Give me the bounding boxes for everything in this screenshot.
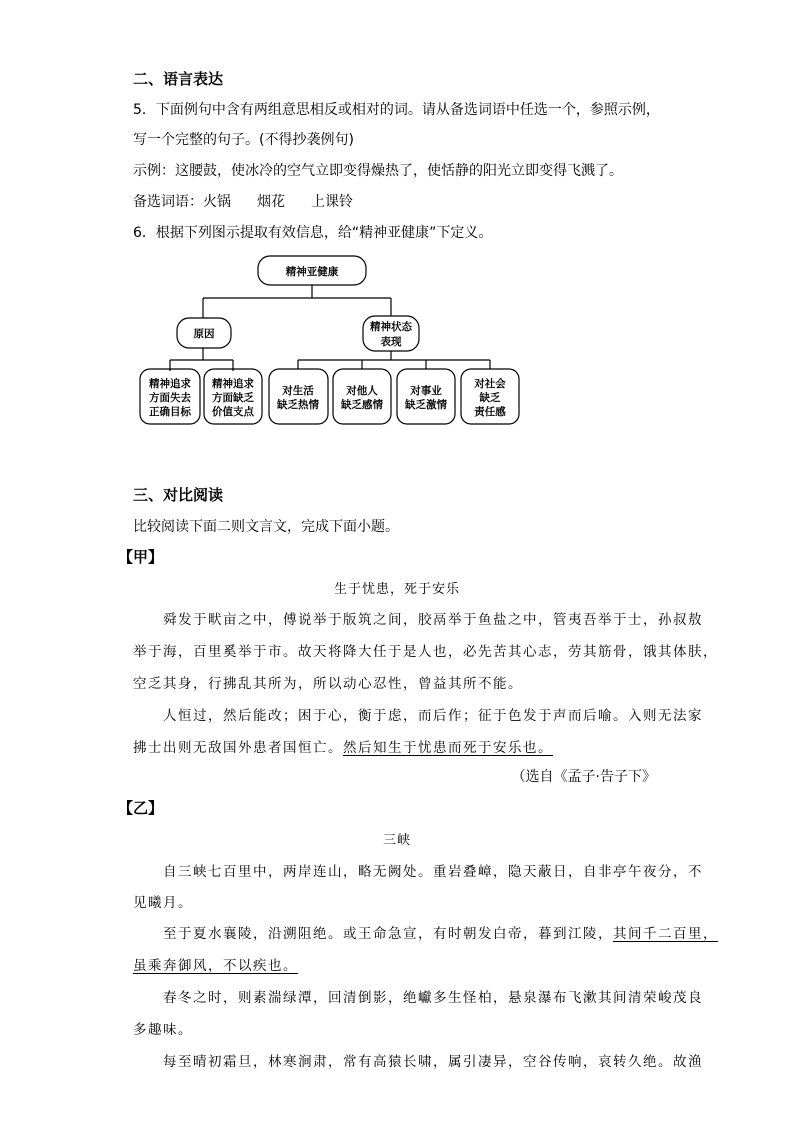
options-label: 备选词语： bbox=[133, 194, 203, 210]
q5-line2: 写一个完整的句子。(不得抄袭例句) bbox=[133, 132, 354, 148]
yi-p1-line: 见曦月。 bbox=[133, 895, 193, 911]
section-heading-language: 二、语言表达 bbox=[133, 70, 224, 88]
jia-p2-line bbox=[133, 736, 553, 756]
option-item: 上课铃 bbox=[311, 194, 353, 210]
q6-text: 6．根据下列图示提取有效信息，给“精神亚健康”下定义。 bbox=[133, 225, 493, 241]
yi-p2-underlined: 其间千二百里， bbox=[613, 926, 718, 942]
manifest-4-line: 责任感 bbox=[474, 406, 506, 418]
option-item: 烟花 bbox=[257, 194, 285, 210]
manifest-2-line: 缺乏感情 bbox=[341, 399, 383, 411]
yi-p4-line: 每至晴初霜旦，林寒涧肃，常有高猿长啸，属引凄异，空谷传响，哀转久绝。故渔 bbox=[163, 1054, 703, 1070]
concept-diagram bbox=[0, 0, 794, 440]
manifest-3-line: 缺乏激情 bbox=[405, 399, 447, 411]
passage-yi-title: 三峡 bbox=[382, 833, 411, 848]
passage-yi-marker: 【乙】 bbox=[118, 799, 164, 817]
reading-instruction: 比较阅读下面二则文言文，完成下面小题。 bbox=[133, 519, 399, 535]
cause-1-line: 正确目标 bbox=[149, 406, 191, 418]
yi-p3-line: 多趣味。 bbox=[133, 1022, 193, 1038]
manifest-4-line: 对社会 bbox=[474, 378, 506, 390]
jia-p1-line: 舜发于畎亩之中，傅说举于版筑之间，胶鬲举于鱼盐之中，管夷吾举于士，孙叔敖 bbox=[163, 612, 703, 628]
cause-2-line: 精神追求 bbox=[212, 378, 254, 390]
manifest-1-line: 缺乏热情 bbox=[277, 399, 319, 411]
jia-p2-plain: 拂士出则无敌国外患者国恒亡。 bbox=[133, 740, 343, 756]
cause-1-line: 精神追求 bbox=[149, 378, 191, 390]
node-manifestation-label: 表现 bbox=[380, 336, 402, 348]
yi-p2-plain: 至于夏水襄陵，沿溯阻绝。或王命急宣，有时朝发白帝，暮到江陵， bbox=[163, 926, 613, 942]
yi-p1-line: 自三峡七百里中，两岸连山，略无阙处。重岩叠嶂，隐天蔽日，自非亭午夜分，不 bbox=[163, 864, 703, 880]
yi-p3-line: 春冬之时，则素湍绿潭，回清倒影，绝巘多生怪柏，悬泉瀑布飞漱其间清荣峻茂良 bbox=[163, 990, 703, 1006]
yi-p2-underlined: 虽乘奔御风，不以疾也。 bbox=[133, 958, 298, 974]
jia-source: （选自《孟子·告子下》 bbox=[511, 769, 656, 785]
jia-p2-line: 人恒过，然后能改；困于心，衡于虑，而后作；征于色发于声而后喻。入则无法家 bbox=[163, 708, 703, 724]
node-root-label: 精神亚健康 bbox=[285, 266, 339, 278]
manifest-4-line: 缺乏 bbox=[479, 392, 501, 404]
jia-p1-line: 举于海，百里奚举于市。故天将降大任于是人也，必先苦其心志，劳其筋骨，饿其体肤， bbox=[133, 644, 718, 660]
node-cause-label: 原因 bbox=[193, 328, 215, 340]
jia-p1-line: 空乏其身，行拂乱其所为，所以动心忍性，曾益其所不能。 bbox=[133, 676, 523, 692]
q5-example: 示例：这腰鼓，使冰冷的空气立即变得燥热了，使恬静的阳光立即变得飞溅了。 bbox=[133, 163, 623, 179]
jia-p2-underlined: 然后知生于忧患而死于安乐也。 bbox=[343, 740, 553, 756]
option-item: 火锅 bbox=[203, 194, 231, 210]
q5-line1: 5．下面例句中含有两组意思相反或相对的词。请从备选词语中任选一个，参照示例， bbox=[133, 102, 660, 118]
cause-1-line: 方面失去 bbox=[149, 392, 191, 404]
yi-p2-line bbox=[163, 922, 718, 942]
cause-2-line: 方面缺乏 bbox=[212, 392, 254, 404]
manifest-1-line: 对生活 bbox=[282, 385, 314, 397]
manifest-3-line: 对事业 bbox=[410, 385, 442, 397]
yi-p2-line bbox=[133, 954, 298, 974]
passage-jia-marker: 【甲】 bbox=[118, 548, 164, 566]
section-heading-reading: 三、对比阅读 bbox=[133, 486, 224, 504]
cause-2-line: 价值支点 bbox=[212, 406, 254, 418]
manifest-2-line: 对他人 bbox=[346, 385, 378, 397]
passage-jia-title: 生于忧患，死于安乐 bbox=[333, 582, 460, 597]
node-manifestation-label: 精神状态 bbox=[370, 321, 412, 333]
